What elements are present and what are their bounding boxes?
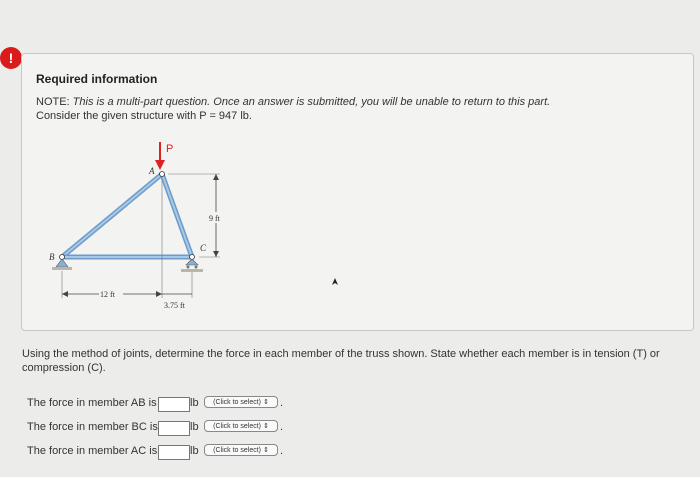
answer-row-bc (27, 419, 284, 435)
support-b (56, 259, 68, 267)
support-c (186, 259, 198, 265)
roller-c-1 (187, 266, 190, 269)
tension-compression-select-ab[interactable]: (Click to select) ⇕ (204, 396, 278, 408)
node-a-label: A (149, 166, 155, 176)
answer-input-ab[interactable] (158, 397, 190, 412)
question-text: Using the method of joints, determine the force in each member of the truss shown. State whether each member is in tension (T) or compression (C). (22, 348, 660, 374)
tension-compression-select-bc[interactable]: (Click to select) ⇕ (204, 420, 278, 432)
select-text-ac: (Click to select) (213, 447, 262, 454)
ground-c (181, 269, 203, 272)
note-prefix: NOTE: (36, 96, 73, 108)
period-ab: . (280, 397, 284, 409)
period-bc: . (280, 421, 284, 433)
unit-ab: lb (190, 397, 199, 409)
answer-label-ac: The force in member AC is (27, 445, 158, 457)
dim-left-label: 12 ft (100, 290, 115, 299)
answer-input-ac[interactable] (158, 445, 190, 460)
unit-ac: lb (190, 445, 199, 457)
answer-row-ac (27, 443, 284, 459)
note-line2: Consider the given structure with P = 947 lb. (36, 110, 252, 122)
period-ac: . (280, 445, 284, 457)
member-ab-inner (62, 174, 162, 257)
mouse-cursor-icon (330, 277, 340, 287)
joint-a (160, 172, 165, 177)
truss-figure (36, 134, 266, 314)
ground-b (52, 267, 72, 270)
select-text-bc: (Click to select) (213, 423, 262, 430)
answer-label-bc: The force in member BC is (27, 421, 158, 433)
alert-icon: ! (0, 47, 22, 69)
note-italic: This is a multi-part question. Once an answer is submitted, you will be unable to return to this part. (72, 96, 551, 108)
tension-compression-select-ac[interactable]: (Click to select) ⇕ (204, 444, 278, 456)
unit-bc: lb (190, 421, 199, 433)
select-text-ab: (Click to select) (213, 399, 262, 406)
member-ac-inner (162, 174, 192, 257)
answer-row-ab (27, 395, 284, 411)
required-information-panel (21, 53, 694, 331)
roller-c-2 (195, 266, 198, 269)
node-c-label: C (200, 243, 207, 253)
answer-label-ab: The force in member AB is (27, 397, 157, 409)
dim-height-label: 9 ft (209, 214, 220, 223)
dim-right-label: 3.75 ft (164, 301, 185, 310)
answer-input-bc[interactable] (158, 421, 190, 436)
load-label: P (166, 143, 174, 155)
required-information-title: Required information (36, 72, 158, 86)
note-text (36, 95, 550, 123)
load-arrow-head (155, 160, 165, 170)
node-b-label: B (49, 252, 55, 262)
